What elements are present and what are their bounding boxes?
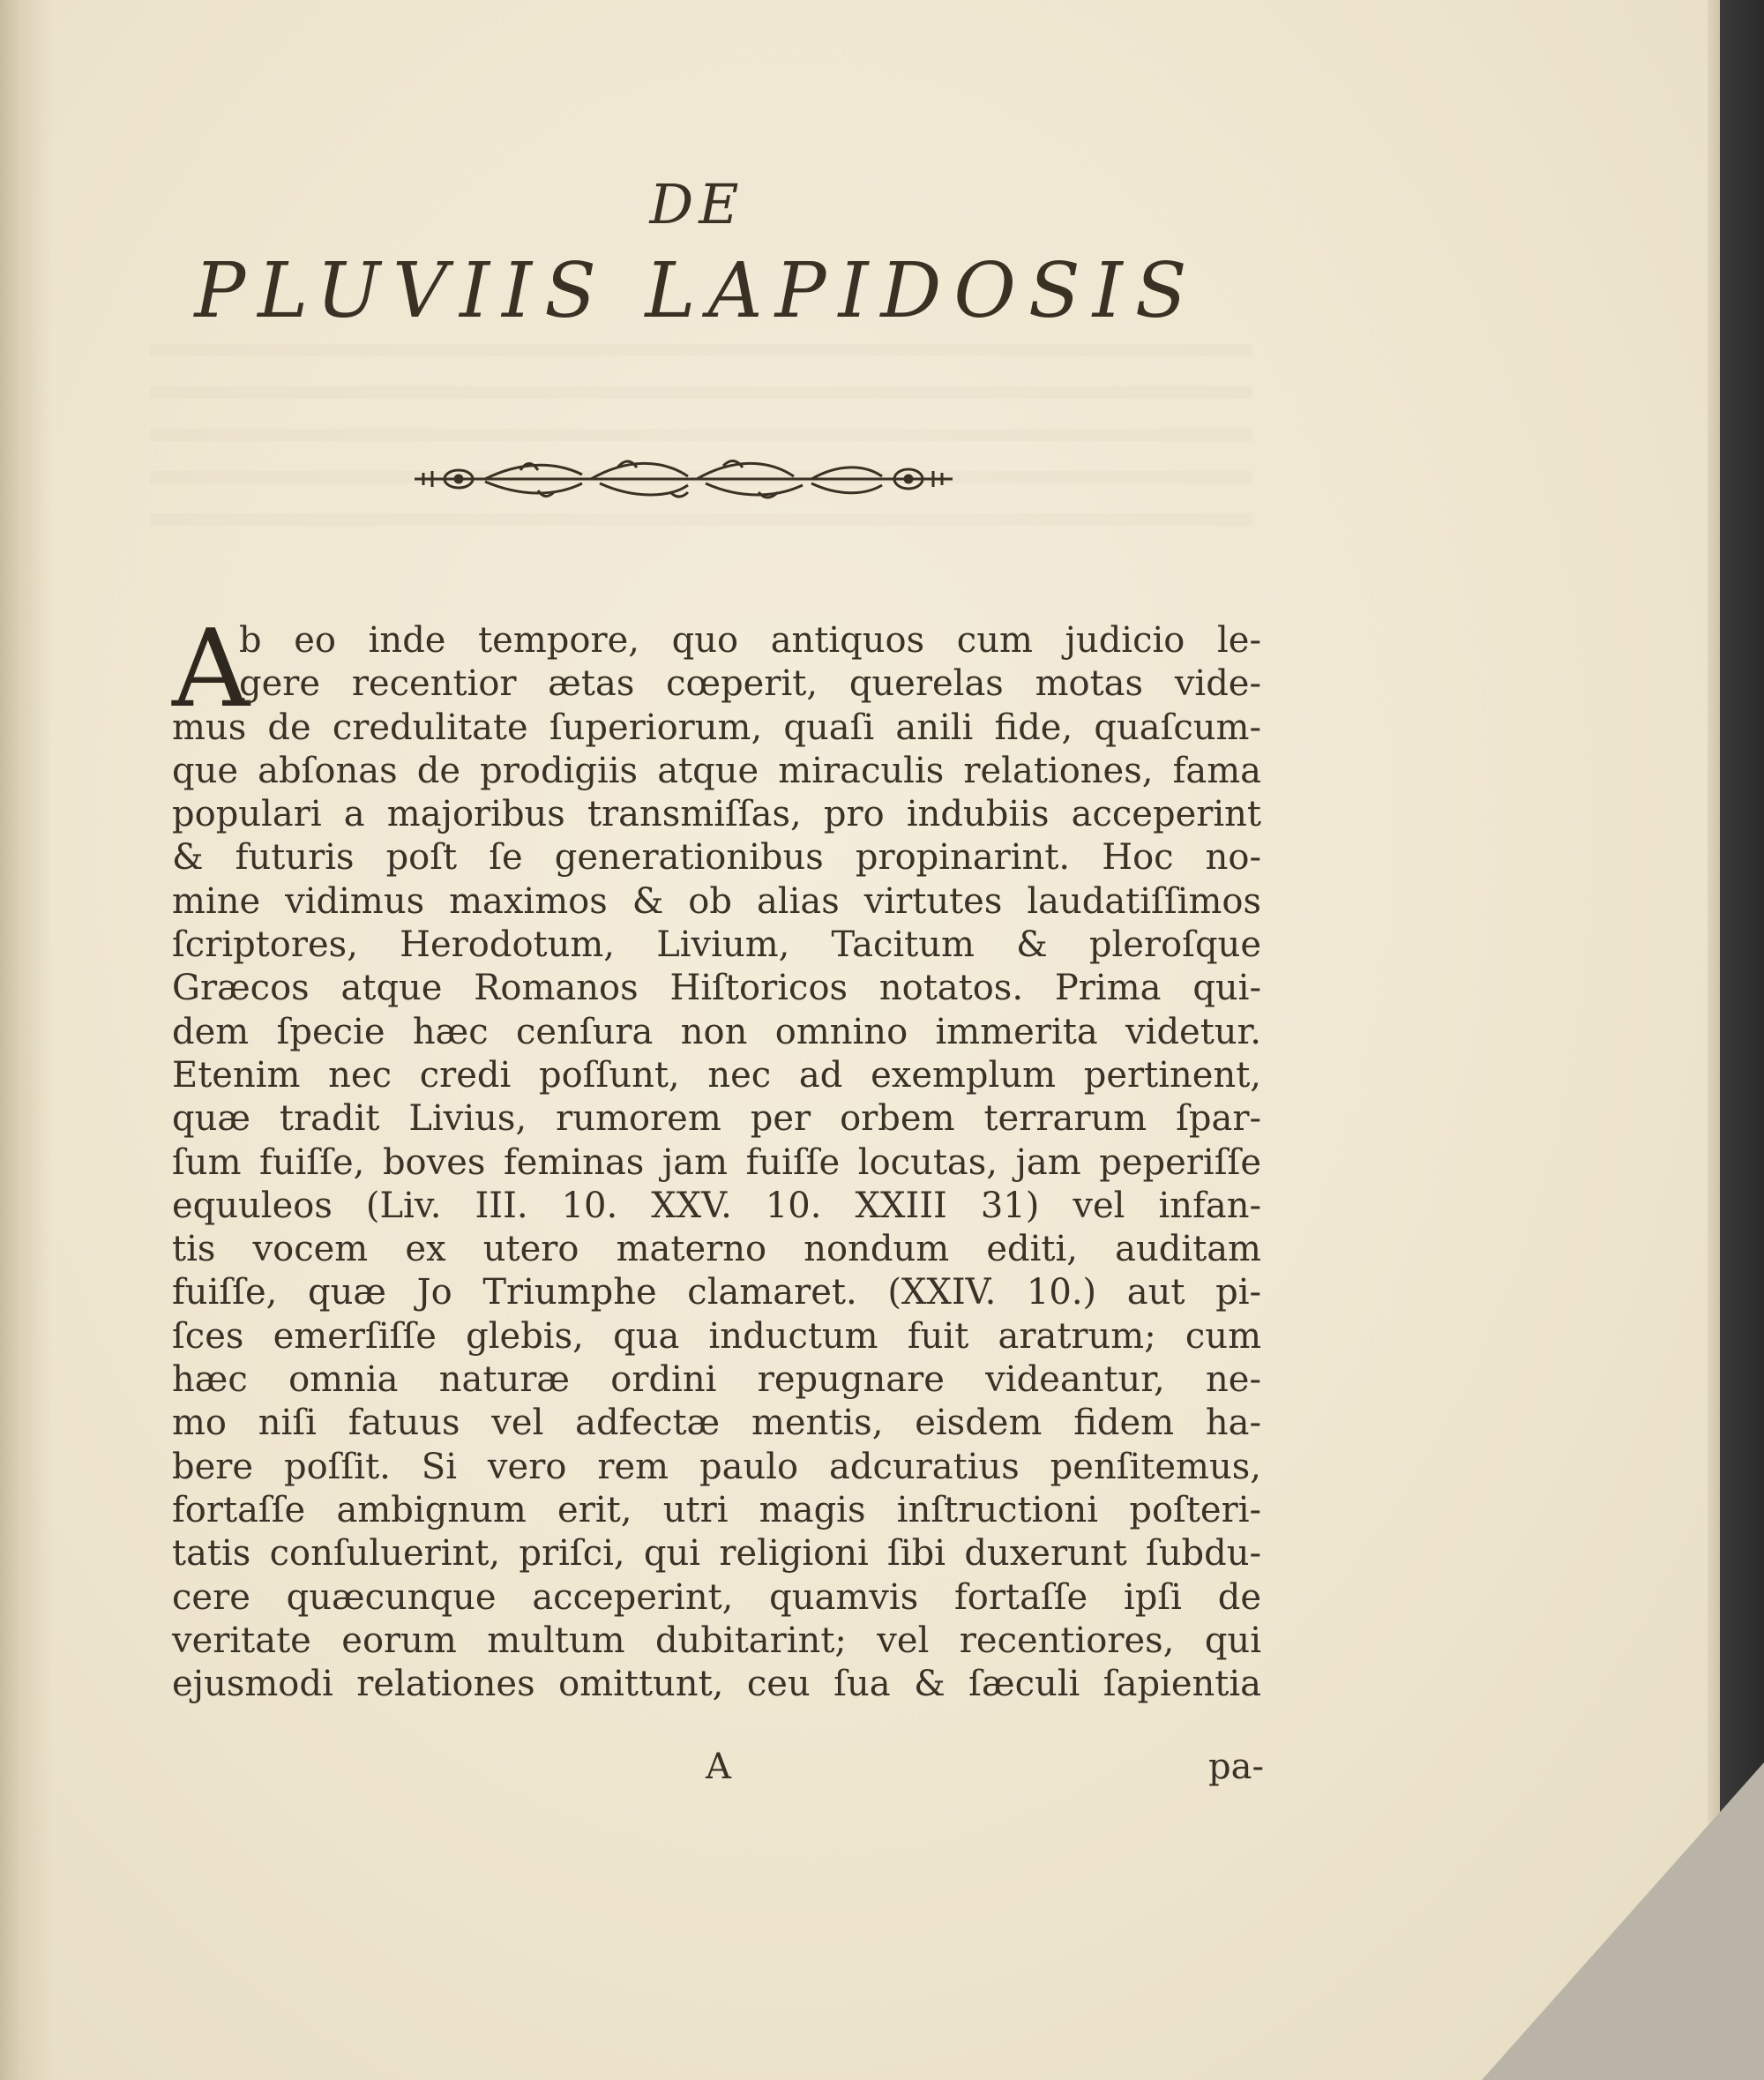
text-line: equuleos (Liv. III. 10. XXV. 10. XXIII 31) vel infan- — [172, 1185, 1261, 1226]
text-line: hæc omnia naturæ ordini repugnare videantur, ne- — [172, 1359, 1261, 1401]
drop-cap: A — [172, 606, 250, 731]
heading-prefix: DE — [649, 172, 744, 236]
text-line: veritate eorum multum dubitarint; vel recentiores, qui — [172, 1620, 1261, 1661]
binding-shadow — [0, 0, 53, 2080]
floral-rule-ornament-icon — [406, 448, 961, 510]
text-line: dem ſpecie hæc cenſura non omnino immerita videtur. — [172, 1011, 1261, 1052]
text-line: populari a majoribus transmiſſas, pro indubiis acceperint — [172, 794, 1261, 835]
page-title: PLUVIIS LAPIDOSIS — [194, 247, 1200, 335]
text-line: Græcos atque Romanos Hiſtoricos notatos. Prima qui- — [172, 968, 1261, 1009]
text-line: mine vidimus maximos & ob alias virtutes laudatiſſimos — [172, 880, 1261, 922]
text-line: fortaſſe ambignum erit, utri magis inſtructioni poſteri- — [172, 1489, 1261, 1530]
text-line: cere quæcunque acceperint, quamvis fortaſſe ipſi de — [172, 1576, 1261, 1618]
text-line: b eo inde tempore, quo antiquos cum judicio le- — [239, 620, 1261, 661]
text-line: tis vocem ex utero materno nondum editi, auditam — [172, 1229, 1261, 1270]
text-line: tatis conſuluerint, priſci, qui religioni ſibi duxerunt ſubdu- — [172, 1533, 1261, 1575]
text-line: bere poſſit. Si vero rem paulo adcuratius penſitemus, — [172, 1446, 1261, 1487]
text-line: & futuris poſt ſe generationibus propinarint. Hoc no- — [172, 837, 1261, 879]
catchword: pa- — [1208, 1747, 1264, 1787]
text-line: ſcriptores, Herodotum, Livium, Tacitum & pleroſque — [172, 924, 1261, 966]
text-line: mus de credulitate ſuperiorum, quaſi anili fide, quaſcum- — [172, 707, 1261, 748]
body-text — [172, 606, 1261, 1706]
folded-corner — [1482, 1762, 1764, 2080]
text-line: mo niſi fatuus vel adfectæ mentis, eisdem fidem ha- — [172, 1403, 1261, 1444]
show-through-text-shadow — [150, 344, 1252, 547]
text-line: que abſonas de prodigiis atque miraculis relationes, fama — [172, 750, 1261, 791]
text-line: quæ tradit Livius, rumorem per orbem terrarum ſpar- — [172, 1098, 1261, 1140]
text-line: ejusmodi relationes omittunt, ceu ſua & ſæculi ſapientia — [172, 1664, 1261, 1705]
text-line: gere recentior ætas cœperit, querelas motas vide- — [239, 663, 1261, 705]
text-line: fuiſſe, quæ Jo Triumphe clamaret. (XXIV. 10.) aut pi- — [172, 1272, 1261, 1313]
text-line: ſces emerſiſſe glebis, qua inductum fuit aratrum; cum — [172, 1315, 1261, 1357]
signature-mark: A — [706, 1747, 731, 1787]
text-line: Etenim nec credi poſſunt, nec ad exemplum pertinent, — [172, 1054, 1261, 1096]
text-line: ſum fuiſſe, boves feminas jam fuiſſe locutas, jam peperiſſe — [172, 1141, 1261, 1183]
